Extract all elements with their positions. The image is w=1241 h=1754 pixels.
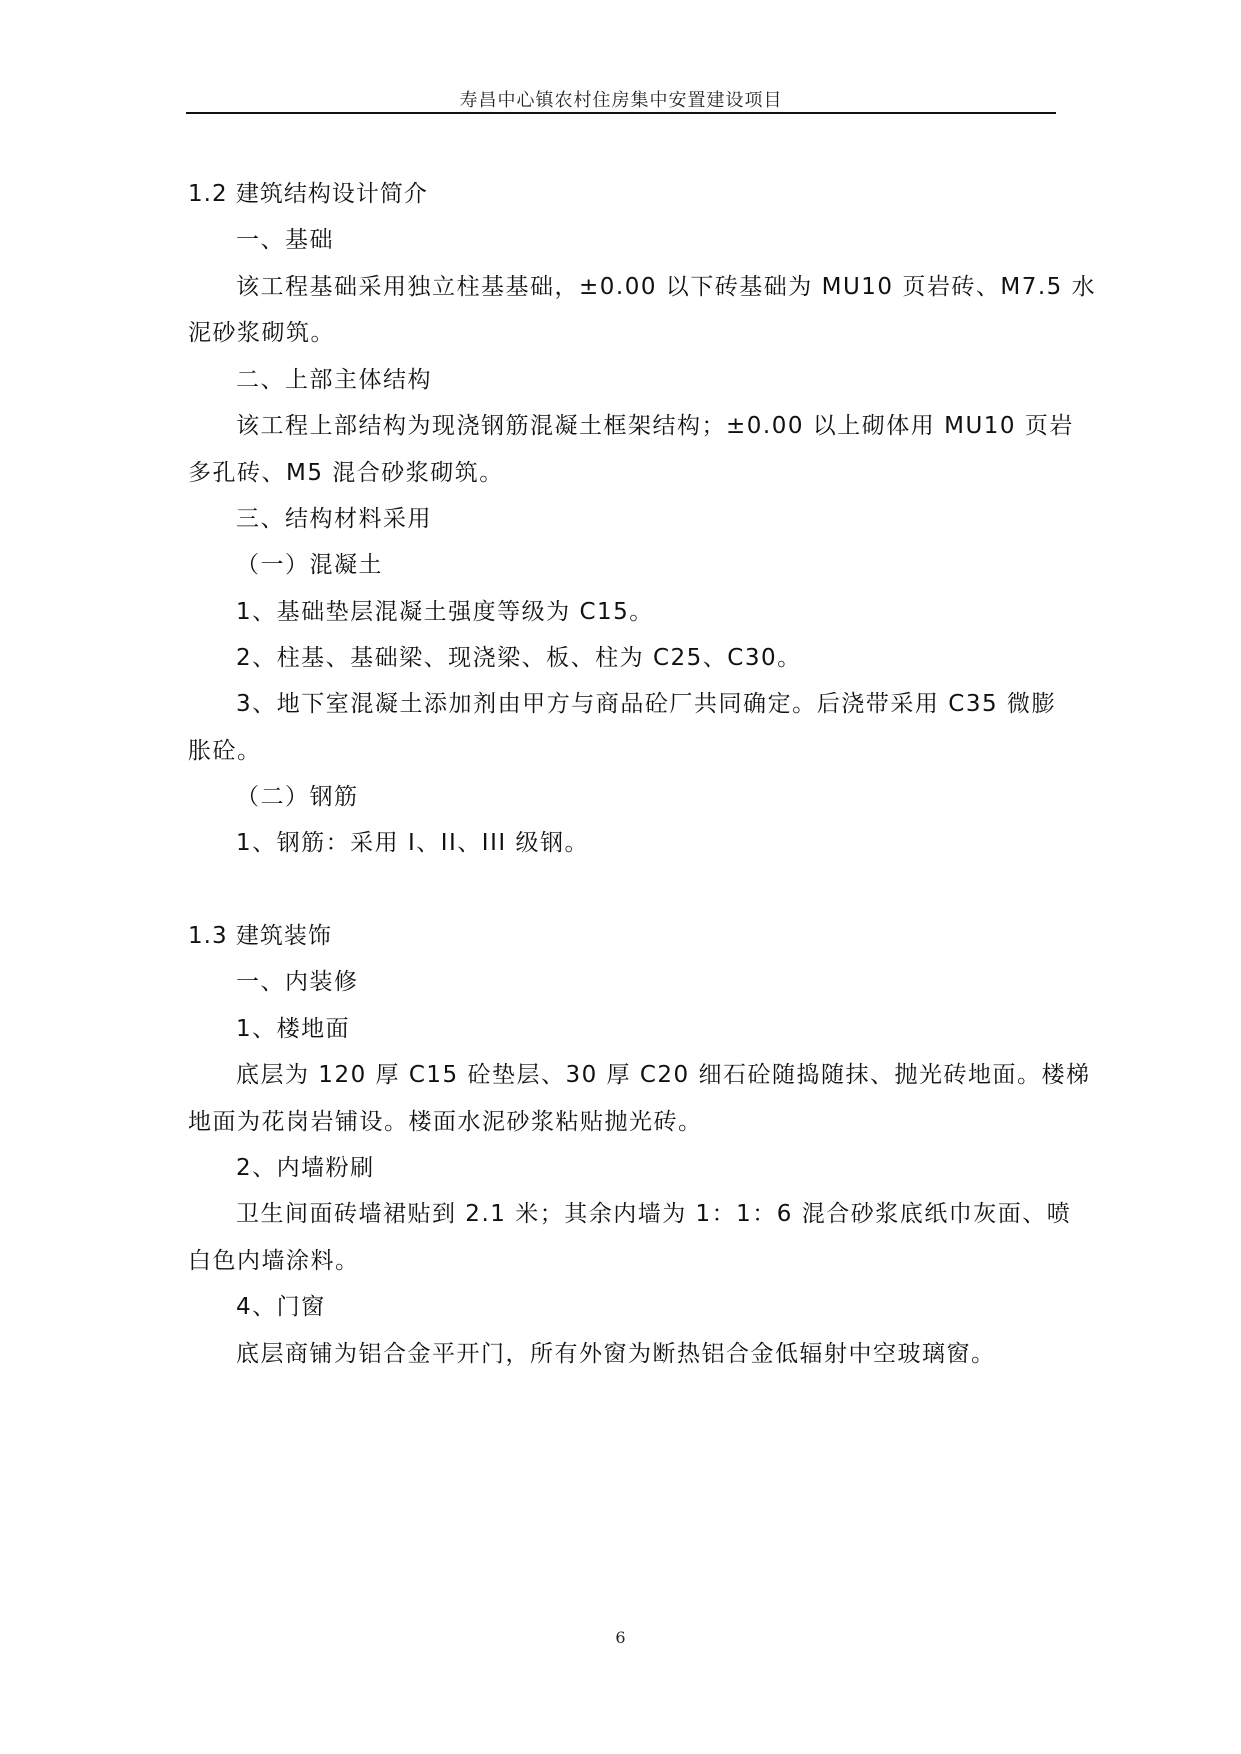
- rebar-item-1: 1、钢筋：采用 I、II、III 级钢。: [236, 830, 589, 856]
- section-heading-1-2: 1.2 建筑结构设计简介: [188, 181, 428, 207]
- page-number: 6: [615, 1628, 626, 1647]
- paragraph-doors-line-1: 底层商铺为铝合金平开门，所有外窗为断热铝合金低辐射中空玻璃窗。: [236, 1341, 996, 1367]
- subheading-interior: 一、内装修: [236, 969, 359, 995]
- paragraph-superstructure-line-2: 多孔砖、M5 混合砂浆砌筑。: [188, 460, 504, 486]
- subheading-doors: 4、门窗: [236, 1294, 326, 1320]
- subheading-concrete: （一）混凝土: [236, 552, 383, 578]
- subheading-superstructure: 二、上部主体结构: [236, 367, 432, 393]
- subheading-materials: 三、结构材料采用: [236, 506, 432, 532]
- concrete-item-3-line-2: 胀砼。: [188, 738, 262, 764]
- header-divider: [186, 112, 1056, 114]
- section-heading-1-3: 1.3 建筑装饰: [188, 923, 332, 949]
- paragraph-foundation-line-2: 泥砂浆砌筑。: [188, 320, 335, 346]
- page-header-title: 寿昌中心镇农村住房集中安置建设项目: [459, 90, 783, 111]
- paragraph-floor-line-1: 底层为 120 厚 C15 砼垫层、30 厚 C20 细石砼随捣随抹、抛光砖地面。楼梯: [236, 1062, 1091, 1088]
- subheading-rebar: （二）钢筋: [236, 784, 359, 810]
- paragraph-foundation-line-1: 该工程基础采用独立柱基基础，±0.00 以下砖基础为 MU10 页岩砖、M7.5 水: [236, 274, 1097, 300]
- subheading-floor: 1、楼地面: [236, 1016, 351, 1042]
- concrete-item-2: 2、柱基、基础梁、现浇梁、板、柱为 C25、C30。: [236, 645, 802, 671]
- concrete-item-3-line-1: 3、地下室混凝土添加剂由甲方与商品砼厂共同确定。后浇带采用 C35 微膨: [236, 691, 1056, 717]
- paragraph-wall-line-1: 卫生间面砖墙裙贴到 2.1 米；其余内墙为 1：1：6 混合砂浆底纸巾灰面、喷: [236, 1201, 1072, 1227]
- subheading-wall: 2、内墙粉刷: [236, 1155, 375, 1181]
- paragraph-floor-line-2: 地面为花岗岩铺设。楼面水泥砂浆粘贴抛光砖。: [188, 1109, 703, 1135]
- paragraph-wall-line-2: 白色内墙涂料。: [188, 1248, 360, 1274]
- concrete-item-1: 1、基础垫层混凝土强度等级为 C15。: [236, 599, 654, 625]
- paragraph-superstructure-line-1: 该工程上部结构为现浇钢筋混凝土框架结构；±0.00 以上砌体用 MU10 页岩: [236, 413, 1074, 439]
- subheading-foundation: 一、基础: [236, 227, 334, 253]
